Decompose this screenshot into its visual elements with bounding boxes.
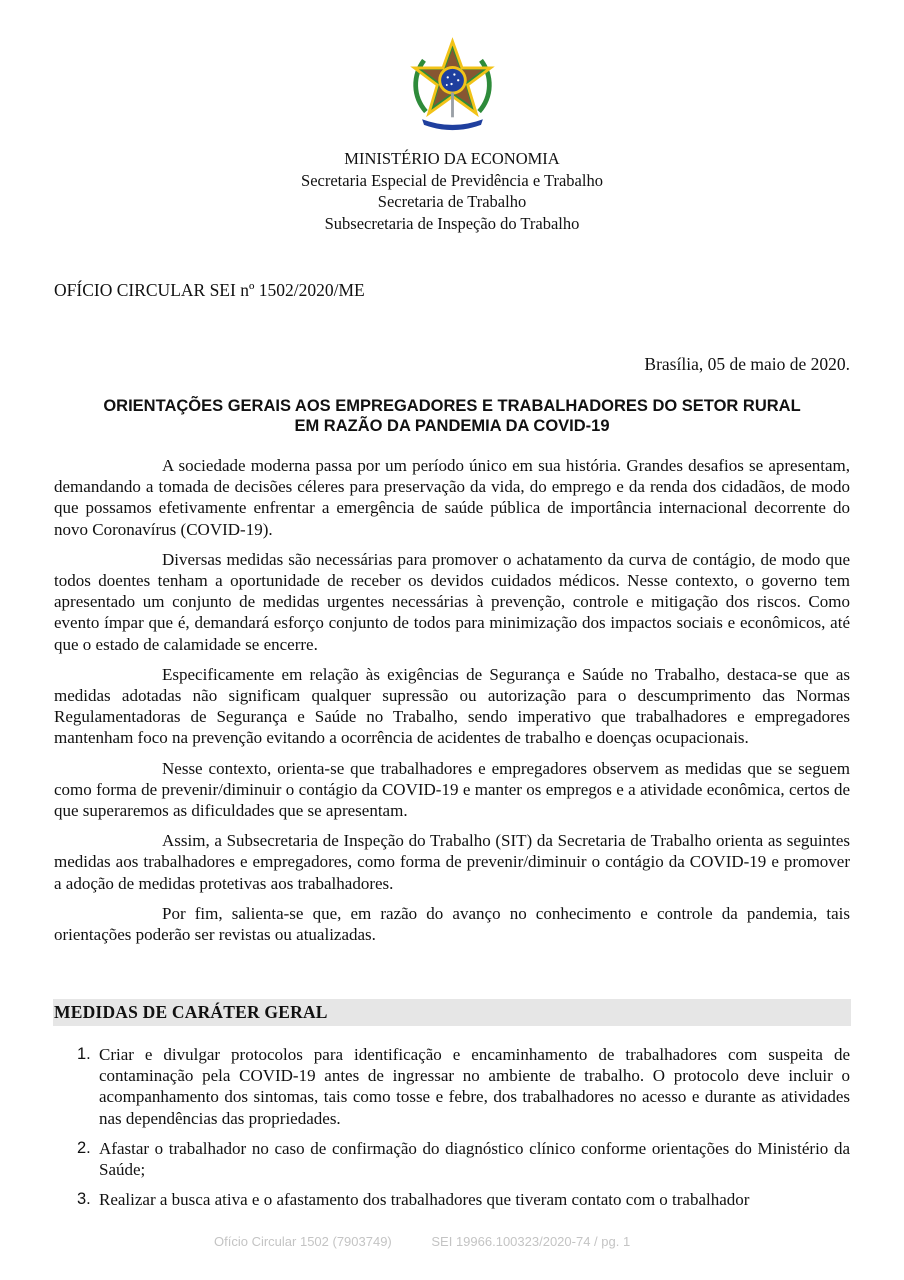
list-item-text: Afastar o trabalhador no caso de confirmação do diagnóstico clínico conforme orientações do Ministério da Saúde; [99,1138,850,1180]
paragraph: Nesse contexto, orienta-se que trabalhadores e empregadores observem as medidas que se seguem como forma de prevenir/diminuir o contágio da COVID-19 e manter os empregos e a atividade econômica, certos de que superaremos as dificuldades que se apresentam. [54,758,850,821]
paragraph: A sociedade moderna passa por um período único em sua história. Grandes desafios se apresentam, demandando a tomada de decisões céleres para preservação da vida, do emprego e da renda dos cidadãos, de modo que possamos efetivamente enfrentar a emergência de saúde pública de importância internacional decorrente do novo Coronavírus (COVID-19). [54,456,850,539]
paragraph: Assim, a Subsecretaria de Inspeção do Trabalho (SIT) da Secretaria de Trabalho orienta as seguintes medidas aos trabalhadores e empregadores, como forma de prevenir/diminuir o contágio da COVID-19 e promover a adoção de medidas protetivas aos trabalhadores. [54,831,850,893]
oficio-number: OFÍCIO CIRCULAR SEI nº 1502/2020/ME [54,280,365,300]
section-heading: MEDIDAS DE CARÁTER GERAL [54,1002,328,1022]
ministry-header [0,148,904,234]
document-date: Brasília, 05 de maio de 2020. [644,354,850,374]
list-item-number: 2. [77,1138,91,1157]
document-body [54,455,850,954]
footer-document-id: Ofício Circular 1502 (7903749) [214,1234,392,1249]
title-line-1: ORIENTAÇÕES GERAIS AOS EMPREGADORES E TRABALHADORES DO SETOR RURAL [103,397,801,415]
list-item-text: Criar e divulgar protocolos para identificação e encaminhamento de trabalhadores com suspeita de contaminação pela COVID-19 antes de ingressar no ambiente de trabalho. O protocolo deve incluir o acompanhamento dos sintomas, tais como tosse e febre, dos trabalhadores no acesso e durante as atividades nas dependências das propriedades. [99,1045,850,1128]
title-line-2: EM RAZÃO DA PANDEMIA DA COVID-19 [294,416,610,435]
list-item-number: 1. [77,1045,91,1063]
secretariat: Secretaria de Trabalho [377,192,527,211]
list-item [54,1138,850,1180]
special-secretariat: Secretaria Especial de Previdência e Trabalho [301,170,603,190]
paragraph: Por fim, salienta-se que, em razão do avanço no conhecimento e controle da pandemia, tais orientações poderão ser revistas ou atualizadas. [54,903,850,945]
coat-of-arms-emblem [405,36,500,134]
ministry-name: MINISTÉRIO DA ECONOMIA [344,149,560,168]
subsecretariat: Subsecretaria de Inspeção do Trabalho [324,213,580,233]
paragraph: Diversas medidas são necessárias para promover o achatamento da curva de contágio, de modo que todos doentes tenham a oportunidade de receber os devidos cuidados médicos. Nesse contexto, o governo tem apresentado um conjunto de medidas urgentes necessárias à prevenção, controle e mitigação dos riscos. Como evento ímpar que é, demandará esforço conjunto de todos para minimização dos impactos sociais e econômicos, até que o estado de calamidade se encerre. [54,549,850,654]
list-item-number: 3. [77,1190,91,1209]
footer-sei-page: SEI 19966.100323/2020-74 / pg. 1 [431,1234,631,1249]
paragraph: Especificamente em relação às exigências de Segurança e Saúde no Trabalho, destaca-se que as medidas adotadas não significam qualquer supressão ou autorização para o descumprimento das Normas Regulamentadoras de Segurança e Saúde no Trabalho, sendo imperativo que trabalhadores e empregadores mantenham foco na prevenção evitando a ocorrência de acidentes de trabalho e doenças ocupacionais. [54,664,850,748]
list-item-text: Realizar a busca ativa e o afastamento dos trabalhadores que tiveram contato com o trabalhador [99,1190,750,1210]
measures-list [54,1044,850,1219]
list-item [54,1044,850,1129]
document-title [54,397,850,436]
page-footer [214,1234,630,1249]
section-heading-bar [53,999,851,1026]
list-item [54,1189,850,1210]
